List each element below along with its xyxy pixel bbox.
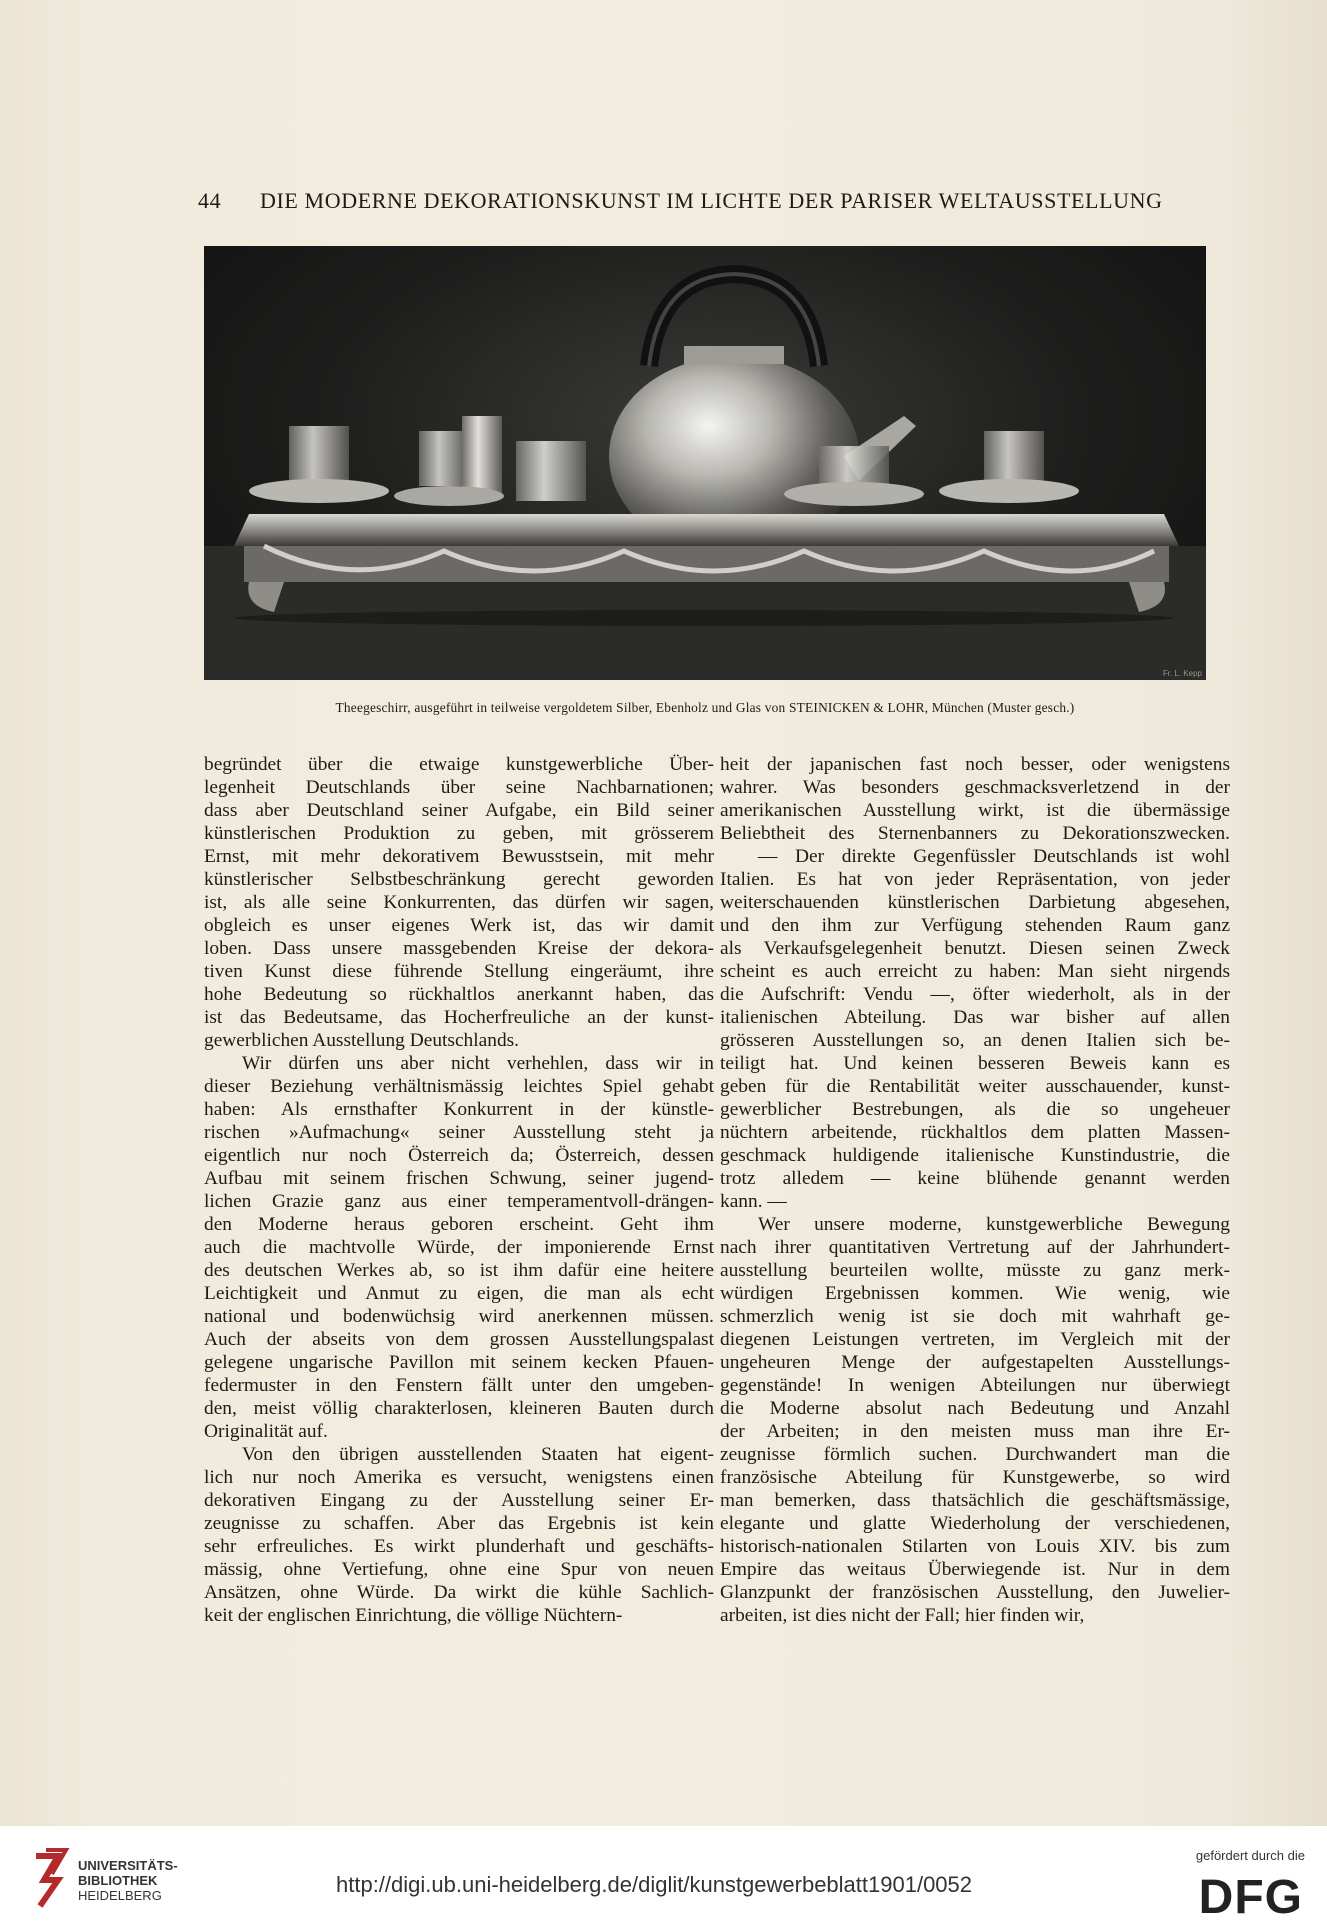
text-line: zeugnisse förmlich suchen. Durchwandert man die (720, 1444, 1230, 1465)
text-line: geben für die Rentabilität weiter ausschauender, kunst- (720, 1076, 1230, 1097)
text-line: nach ihrer quantitativen Vertretung auf der Jahrhundert- (720, 1237, 1230, 1258)
text-line: die Moderne absolut nach Bedeutung und Anzahl (720, 1398, 1230, 1419)
text-line: die Aufschrift: Vendu —, öfter wiederholt, als in der (720, 984, 1230, 1005)
text-line: heit der japanischen fast noch besser, oder wenigstens (720, 754, 1230, 775)
text-line: — Der direkte Gegenfüssler Deutschlands ist wohl (758, 846, 1230, 867)
text-line: Ansätzen, ohne Würde. Da wirkt die kühle Sachlich- (204, 1582, 714, 1603)
left-text-column (204, 753, 714, 1627)
text-line: den, meist völlig charakterlosen, kleineren Bauten durch (204, 1398, 714, 1419)
text-line: ausstellung beurteilen wollte, müsste zu ganz merk- (720, 1260, 1230, 1281)
text-line: kann. — (720, 1191, 787, 1212)
text-line: scheint es auch erreicht zu haben: Man sieht nirgends (720, 961, 1230, 982)
text-line: eigentlich nur noch Österreich da; Österreich, dessen (204, 1145, 714, 1166)
text-line: keit der englischen Einrichtung, die völlige Nüchtern- (204, 1605, 623, 1626)
dfg-logo: DFG (1198, 1871, 1303, 1924)
text-line: schmerzlich wenig ist sie doch mit wahrhaft ge- (720, 1306, 1230, 1327)
page-number: 44 (198, 188, 222, 213)
text-line: Ernst, mit mehr dekorativem Bewusstsein, mit mehr (204, 846, 714, 867)
text-line: dekorativen Eingang zu der Ausstellung seiner Er- (204, 1490, 714, 1511)
text-line: als Verkaufsgelegenheit benutzt. Diesen seinen Zweck (720, 938, 1230, 959)
running-title: DIE MODERNE DEKORATIONSKUNST IM LICHTE DER PARISER WELTAUSSTELLUNG (260, 188, 1163, 213)
text-line: gewerblichen Ausstellung Deutschlands. (204, 1030, 520, 1051)
kettle-lid (684, 346, 784, 364)
saucer-far-right (939, 479, 1079, 503)
text-line: legenheit Deutschlands über seine Nachbarnationen; (204, 777, 714, 798)
glass-cup-mid (419, 431, 469, 486)
library-line-2: BIBLIOTHEK (78, 1873, 158, 1888)
text-line: des deutschen Werkes ab, so ist ihm dafür eine heitere (204, 1260, 714, 1281)
text-line: historisch-nationalen Stilarten von Louis XIV. bis zum (720, 1536, 1230, 1557)
text-line: teiligt hat. Und keinen besseren Beweis kann es (720, 1053, 1230, 1074)
text-line: tiven Kunst diese führende Stellung eingeräumt, ihre (204, 961, 714, 982)
text-line: hohe Bedeutung so rückhaltlos anerkannt haben, das (204, 984, 714, 1005)
tray-top (234, 514, 1179, 546)
text-line: und den ihm zur Verfügung stehenden Raum ganz (720, 915, 1230, 936)
text-line: Von den übrigen ausstellenden Staaten hat eigent- (242, 1444, 714, 1465)
permalink[interactable]: http://digi.ub.uni-heidelberg.de/diglit/kunstgewerbeblatt1901/0052 (336, 1872, 973, 1897)
text-line: loben. Dass unsere massgebenden Kreise der dekora- (204, 938, 714, 959)
text-line: dieser Beziehung verhältnismässig leichtes Spiel gehabt (204, 1076, 714, 1097)
text-line: auch die machtvolle Würde, der imponierende Ernst (204, 1237, 714, 1258)
text-line: Italien. Es hat von jeder Repräsentation, von jeder (720, 869, 1230, 890)
text-line: Originalität auf. (204, 1421, 328, 1442)
text-line: künstlerischen Produktion zu geben, mit grösserem (204, 823, 714, 844)
text-line: Glanzpunkt der französischen Ausstellung, den Juwelier- (720, 1582, 1230, 1603)
text-line: trotz alledem — keine blühende genannt werden (720, 1168, 1230, 1189)
figure-caption: Theegeschirr, ausgeführt in teilweise vergoldetem Silber, Ebenholz und Glas von STEINICKEN & LOHR, München (Muster gesch.) (335, 700, 1075, 715)
sugar-bowl (516, 441, 586, 501)
text-line: französische Abteilung für Kunstgewerbe, so wird (720, 1467, 1230, 1488)
text-line: grösseren Ausstellungen so, an denen Italien sich be- (720, 1030, 1230, 1051)
library-line-1: UNIVERSITÄTS- (78, 1858, 178, 1873)
digitization-footer (0, 1826, 1327, 1930)
text-line: sehr erfreuliches. Es wirkt plunderhaft und geschäfts- (204, 1536, 714, 1557)
text-line: ist, als alle seine Konkurrenten, das dürfen wir sagen, (204, 892, 714, 913)
tea-service-illustration (204, 246, 1206, 680)
text-line: lichen Grazie ganz aus einer temperamentvoll-drängen- (204, 1191, 714, 1212)
running-head (198, 188, 1166, 218)
text-line: Empire das weitaus Überwiegende ist. Nur in dem (720, 1559, 1230, 1580)
text-line: italienischen Abteilung. Das war bisher auf allen (720, 1007, 1230, 1028)
tray-shadow (234, 610, 1174, 626)
funding-note: gefördert durch die (1195, 1848, 1305, 1863)
saucer-left (249, 479, 389, 503)
text-line: Auch der abseits von dem grossen Ausstellungspalast (204, 1329, 714, 1350)
text-line: haben: Als ernsthafter Konkurrent in der künstle- (204, 1099, 714, 1120)
saucer-right (784, 482, 924, 506)
text-line: ungeheuren Menge der aufgestapelten Ausstellungs- (720, 1352, 1230, 1373)
text-line: gegenstände! In wenigen Abteilungen nur überwiegt (720, 1375, 1230, 1396)
text-line: wahrer. Was besonders geschmacksverletzend in der (720, 777, 1230, 798)
text-line: amerikanischen Ausstellung wirkt, ist die übermässige (720, 800, 1230, 821)
university-library-logo-icon (30, 1846, 72, 1910)
text-line: weiterschauenden künstlerischen Darbietung abgesehen, (720, 892, 1230, 913)
text-line: Leichtigkeit und Anmut zu eigen, die man als echt (204, 1283, 714, 1304)
text-line: Wir dürfen uns aber nicht verhehlen, dass wir in (242, 1053, 714, 1074)
tea-service-photo (204, 246, 1206, 680)
text-line: man bemerken, dass thatsächlich die geschäftsmässige, (720, 1490, 1230, 1511)
text-line: Wer unsere moderne, kunstgewerbliche Bewegung (758, 1214, 1230, 1235)
text-line: Beliebtheit des Sternenbanners zu Dekorationszwecken. (720, 823, 1230, 844)
text-line: obgleich es unser eigenes Werk ist, das wir damit (204, 915, 714, 936)
text-line: künstlerischer Selbstbeschränkung gerecht geworden (204, 869, 714, 890)
text-line: den Moderne heraus geboren erscheint. Geht ihm (204, 1214, 714, 1235)
glass-cup-left (289, 426, 349, 486)
text-line: lich nur noch Amerika es versucht, wenigstens einen (204, 1467, 714, 1488)
text-line: gewerblicher Bestrebungen, als die so ungeheuer (720, 1099, 1230, 1120)
text-line: ist das Bedeutsame, das Hocherfreuliche an der kunst- (204, 1007, 714, 1028)
text-line: diegenen Leistungen vertreten, im Vergleich mit der (720, 1329, 1230, 1350)
text-line: national und bodenwüchsig wird anerkennen müssen. (204, 1306, 714, 1327)
text-line: begründet über die etwaige kunstgewerbliche Über- (204, 754, 714, 775)
text-line: würdigen Ergebnissen kommen. Wie wenig, wie (720, 1283, 1230, 1304)
university-library-name (78, 1858, 178, 1903)
text-line: nüchtern arbeitende, rückhaltlos dem platten Massen- (720, 1122, 1230, 1143)
text-line: arbeiten, ist dies nicht der Fall; hier finden wir, (720, 1605, 1085, 1626)
text-line: zeugnisse zu schaffen. Aber das Ergebnis ist kein (204, 1513, 714, 1534)
text-line: der Arbeiten; in den meisten muss man ihre Er- (720, 1421, 1230, 1442)
photo-credit: Fr. L. Kepp (1162, 669, 1202, 678)
text-line: Aufbau mit seinem frischen Schwung, seiner jugend- (204, 1168, 714, 1189)
text-line: elegante und glatte Wiederholung der verschiedenen, (720, 1513, 1230, 1534)
cream-jug (462, 416, 502, 496)
text-line: dass aber Deutschland seiner Aufgabe, ein Bild seiner (204, 800, 714, 821)
text-line: rischen »Aufmachung« seiner Ausstellung steht ja (204, 1122, 714, 1143)
library-line-3: HEIDELBERG (78, 1888, 162, 1903)
text-line: mässig, ohne Vertiefung, ohne eine Spur von neuen (204, 1559, 714, 1580)
text-line: geschmack huldigende italienische Kunstindustrie, die (720, 1145, 1230, 1166)
glass-cup-far-right (984, 431, 1044, 486)
right-text-column (720, 753, 1230, 1627)
text-line: federmuster in den Fenstern fällt unter den umgeben- (204, 1375, 714, 1396)
saucer-mid (394, 486, 504, 506)
text-line: gelegene ungarische Pavillon mit seinem kecken Pfauen- (204, 1352, 714, 1373)
